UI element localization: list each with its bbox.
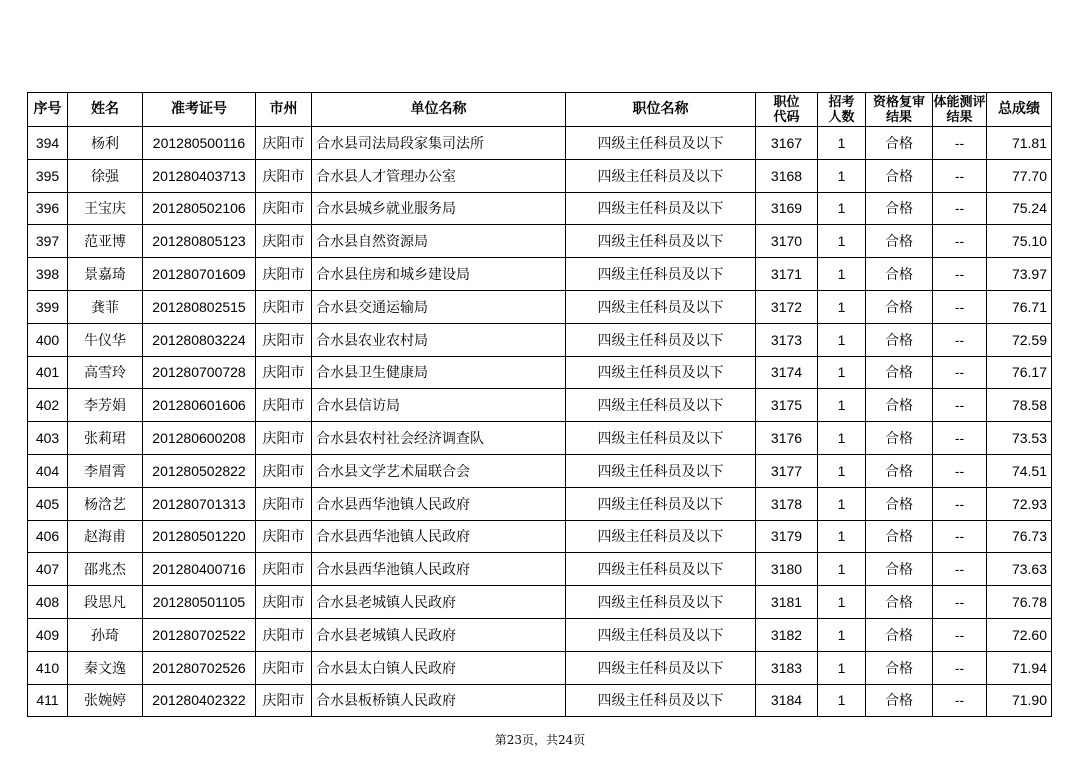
cell-fitness-result: -- (933, 323, 987, 356)
header-cell-position-code: 职位 代码 (756, 93, 818, 127)
cell-position: 四级主任科员及以下 (566, 684, 756, 717)
cell-name: 徐强 (68, 159, 143, 192)
cell-seq: 397 (28, 225, 68, 258)
cell-review-result: 合格 (866, 422, 933, 455)
cell-quota: 1 (818, 586, 866, 619)
cell-unit: 合水县卫生健康局 (312, 356, 566, 389)
cell-total-score: 76.17 (987, 356, 1052, 389)
cell-city: 庆阳市 (256, 487, 312, 520)
cell-name: 杨浛艺 (68, 487, 143, 520)
cell-position: 四级主任科员及以下 (566, 323, 756, 356)
cell-position: 四级主任科员及以下 (566, 586, 756, 619)
cell-position: 四级主任科员及以下 (566, 290, 756, 323)
cell-exam-id: 201280402322 (143, 684, 256, 717)
cell-seq: 411 (28, 684, 68, 717)
cell-fitness-result: -- (933, 487, 987, 520)
cell-position-code: 3168 (756, 159, 818, 192)
cell-total-score: 71.94 (987, 651, 1052, 684)
cell-position: 四级主任科员及以下 (566, 258, 756, 291)
table-row (28, 389, 1052, 422)
header-cell-total-score: 总成绩 (987, 93, 1052, 127)
cell-city: 庆阳市 (256, 225, 312, 258)
cell-name: 邵兆杰 (68, 553, 143, 586)
cell-name: 龚菲 (68, 290, 143, 323)
cell-review-result: 合格 (866, 323, 933, 356)
cell-city: 庆阳市 (256, 356, 312, 389)
cell-city: 庆阳市 (256, 323, 312, 356)
cell-fitness-result: -- (933, 389, 987, 422)
cell-city: 庆阳市 (256, 520, 312, 553)
cell-position: 四级主任科员及以下 (566, 356, 756, 389)
cell-unit: 合水县老城镇人民政府 (312, 618, 566, 651)
cell-position-code: 3179 (756, 520, 818, 553)
cell-unit: 合水县文学艺术届联合会 (312, 454, 566, 487)
cell-city: 庆阳市 (256, 192, 312, 225)
table-row (28, 586, 1052, 619)
cell-name: 景嘉琦 (68, 258, 143, 291)
cell-name: 杨利 (68, 127, 143, 160)
cell-fitness-result: -- (933, 651, 987, 684)
cell-unit: 合水县司法局段家集司法所 (312, 127, 566, 160)
cell-review-result: 合格 (866, 159, 933, 192)
cell-fitness-result: -- (933, 192, 987, 225)
cell-total-score: 75.10 (987, 225, 1052, 258)
cell-total-score: 73.63 (987, 553, 1052, 586)
cell-total-score: 76.71 (987, 290, 1052, 323)
table-row (28, 651, 1052, 684)
cell-position: 四级主任科员及以下 (566, 389, 756, 422)
cell-position: 四级主任科员及以下 (566, 520, 756, 553)
cell-unit: 合水县板桥镇人民政府 (312, 684, 566, 717)
cell-fitness-result: -- (933, 586, 987, 619)
cell-review-result: 合格 (866, 520, 933, 553)
cell-position-code: 3176 (756, 422, 818, 455)
cell-position: 四级主任科员及以下 (566, 618, 756, 651)
cell-exam-id: 201280700728 (143, 356, 256, 389)
header-cell-fitness-result: 体能测评 结果 (933, 94, 986, 125)
cell-position: 四级主任科员及以下 (566, 422, 756, 455)
cell-name: 高雪玲 (68, 356, 143, 389)
cell-exam-id: 201280501220 (143, 520, 256, 553)
cell-quota: 1 (818, 225, 866, 258)
cell-seq: 407 (28, 553, 68, 586)
cell-review-result: 合格 (866, 290, 933, 323)
cell-name: 范亚博 (68, 225, 143, 258)
cell-name: 牛仪华 (68, 323, 143, 356)
cell-exam-id: 201280803224 (143, 323, 256, 356)
cell-position-code: 3175 (756, 389, 818, 422)
cell-review-result: 合格 (866, 258, 933, 291)
page-footer: 第23页，共24页 (494, 733, 586, 747)
cell-quota: 1 (818, 356, 866, 389)
cell-city: 庆阳市 (256, 586, 312, 619)
cell-unit: 合水县农村社会经济调查队 (312, 422, 566, 455)
cell-name: 秦文逸 (68, 651, 143, 684)
cell-position-code: 3167 (756, 127, 818, 160)
cell-city: 庆阳市 (256, 651, 312, 684)
cell-quota: 1 (818, 553, 866, 586)
cell-position-code: 3169 (756, 192, 818, 225)
table-row (28, 127, 1052, 160)
cell-name: 孙琦 (68, 618, 143, 651)
cell-exam-id: 201280601606 (143, 389, 256, 422)
cell-fitness-result: -- (933, 684, 987, 717)
cell-total-score: 72.59 (987, 323, 1052, 356)
cell-seq: 406 (28, 520, 68, 553)
cell-position-code: 3178 (756, 487, 818, 520)
cell-seq: 403 (28, 422, 68, 455)
header-cell-position: 职位名称 (566, 93, 756, 127)
header-cell-unit: 单位名称 (312, 93, 566, 127)
cell-quota: 1 (818, 258, 866, 291)
cell-city: 庆阳市 (256, 389, 312, 422)
cell-unit: 合水县太白镇人民政府 (312, 651, 566, 684)
cell-exam-id: 201280802515 (143, 290, 256, 323)
cell-seq: 409 (28, 618, 68, 651)
cell-quota: 1 (818, 192, 866, 225)
cell-position-code: 3181 (756, 586, 818, 619)
cell-city: 庆阳市 (256, 127, 312, 160)
table-row (28, 290, 1052, 323)
cell-fitness-result: -- (933, 127, 987, 160)
cell-unit: 合水县信访局 (312, 389, 566, 422)
cell-unit: 合水县住房和城乡建设局 (312, 258, 566, 291)
cell-city: 庆阳市 (256, 159, 312, 192)
cell-position-code: 3170 (756, 225, 818, 258)
cell-unit: 合水县西华池镇人民政府 (312, 487, 566, 520)
cell-fitness-result: -- (933, 520, 987, 553)
cell-seq: 408 (28, 586, 68, 619)
cell-name: 赵海甫 (68, 520, 143, 553)
table-row (28, 454, 1052, 487)
cell-review-result: 合格 (866, 356, 933, 389)
cell-exam-id: 201280500116 (143, 127, 256, 160)
cell-total-score: 75.24 (987, 192, 1052, 225)
cell-seq: 405 (28, 487, 68, 520)
cell-exam-id: 201280805123 (143, 225, 256, 258)
cell-quota: 1 (818, 159, 866, 192)
cell-city: 庆阳市 (256, 454, 312, 487)
cell-seq: 402 (28, 389, 68, 422)
cell-exam-id: 201280702522 (143, 618, 256, 651)
cell-position: 四级主任科员及以下 (566, 553, 756, 586)
table-row (28, 487, 1052, 520)
cell-seq: 410 (28, 651, 68, 684)
cell-unit: 合水县人才管理办公室 (312, 159, 566, 192)
cell-fitness-result: -- (933, 454, 987, 487)
header-cell-exam-id: 准考证号 (143, 93, 256, 127)
cell-position-code: 3182 (756, 618, 818, 651)
cell-fitness-result: -- (933, 225, 987, 258)
cell-review-result: 合格 (866, 553, 933, 586)
table-row (28, 356, 1052, 389)
cell-position-code: 3184 (756, 684, 818, 717)
table-row (28, 422, 1052, 455)
cell-quota: 1 (818, 651, 866, 684)
cell-total-score: 73.53 (987, 422, 1052, 455)
table-row (28, 225, 1052, 258)
header-cell-quota: 招考 人数 (818, 93, 866, 127)
cell-review-result: 合格 (866, 454, 933, 487)
cell-total-score: 71.90 (987, 684, 1052, 717)
cell-exam-id: 201280403713 (143, 159, 256, 192)
cell-position-code: 3172 (756, 290, 818, 323)
cell-name: 张婉婷 (68, 684, 143, 717)
cell-name: 王宝庆 (68, 192, 143, 225)
cell-total-score: 78.58 (987, 389, 1052, 422)
cell-quota: 1 (818, 520, 866, 553)
cell-position: 四级主任科员及以下 (566, 487, 756, 520)
table-row (28, 258, 1052, 291)
cell-seq: 401 (28, 356, 68, 389)
cell-fitness-result: -- (933, 290, 987, 323)
cell-exam-id: 201280502822 (143, 454, 256, 487)
table-row (28, 520, 1052, 553)
cell-total-score: 72.93 (987, 487, 1052, 520)
cell-city: 庆阳市 (256, 258, 312, 291)
cell-review-result: 合格 (866, 684, 933, 717)
header-cell-name: 姓名 (68, 93, 143, 127)
cell-fitness-result: -- (933, 356, 987, 389)
header-cell-review-result: 资格复审 结果 (866, 93, 933, 127)
cell-seq: 396 (28, 192, 68, 225)
cell-total-score: 76.73 (987, 520, 1052, 553)
cell-position: 四级主任科员及以下 (566, 651, 756, 684)
header-cell-city: 市州 (256, 93, 312, 127)
cell-city: 庆阳市 (256, 618, 312, 651)
cell-review-result: 合格 (866, 225, 933, 258)
cell-position: 四级主任科员及以下 (566, 454, 756, 487)
cell-unit: 合水县西华池镇人民政府 (312, 553, 566, 586)
cell-fitness-result: -- (933, 618, 987, 651)
cell-total-score: 72.60 (987, 618, 1052, 651)
cell-name: 李眉霄 (68, 454, 143, 487)
cell-position-code: 3183 (756, 651, 818, 684)
table-row (28, 159, 1052, 192)
cell-unit: 合水县交通运输局 (312, 290, 566, 323)
cell-seq: 399 (28, 290, 68, 323)
cell-name: 李芳娟 (68, 389, 143, 422)
cell-position: 四级主任科员及以下 (566, 159, 756, 192)
cell-city: 庆阳市 (256, 290, 312, 323)
results-table (27, 92, 1052, 717)
cell-position: 四级主任科员及以下 (566, 127, 756, 160)
cell-unit: 合水县农业农村局 (312, 323, 566, 356)
cell-exam-id: 201280702526 (143, 651, 256, 684)
cell-review-result: 合格 (866, 127, 933, 160)
cell-fitness-result: -- (933, 553, 987, 586)
cell-quota: 1 (818, 323, 866, 356)
cell-unit: 合水县自然资源局 (312, 225, 566, 258)
cell-total-score: 73.97 (987, 258, 1052, 291)
cell-position: 四级主任科员及以下 (566, 192, 756, 225)
cell-review-result: 合格 (866, 618, 933, 651)
cell-quota: 1 (818, 454, 866, 487)
cell-exam-id: 201280400716 (143, 553, 256, 586)
cell-quota: 1 (818, 422, 866, 455)
cell-name: 段思凡 (68, 586, 143, 619)
cell-seq: 394 (28, 127, 68, 160)
table-row (28, 553, 1052, 586)
cell-name: 张莉珺 (68, 422, 143, 455)
cell-review-result: 合格 (866, 487, 933, 520)
cell-review-result: 合格 (866, 586, 933, 619)
cell-city: 庆阳市 (256, 684, 312, 717)
cell-review-result: 合格 (866, 651, 933, 684)
cell-exam-id: 201280502106 (143, 192, 256, 225)
cell-city: 庆阳市 (256, 422, 312, 455)
table-row (28, 618, 1052, 651)
cell-exam-id: 201280701609 (143, 258, 256, 291)
cell-seq: 400 (28, 323, 68, 356)
cell-position-code: 3171 (756, 258, 818, 291)
cell-quota: 1 (818, 684, 866, 717)
cell-seq: 404 (28, 454, 68, 487)
cell-unit: 合水县西华池镇人民政府 (312, 520, 566, 553)
cell-unit: 合水县老城镇人民政府 (312, 586, 566, 619)
cell-exam-id: 201280600208 (143, 422, 256, 455)
table-row (28, 323, 1052, 356)
cell-exam-id: 201280501105 (143, 586, 256, 619)
cell-exam-id: 201280701313 (143, 487, 256, 520)
cell-position-code: 3173 (756, 323, 818, 356)
cell-total-score: 76.78 (987, 586, 1052, 619)
cell-total-score: 74.51 (987, 454, 1052, 487)
table-header-row (28, 93, 1052, 127)
cell-position-code: 3174 (756, 356, 818, 389)
cell-review-result: 合格 (866, 192, 933, 225)
cell-seq: 395 (28, 159, 68, 192)
cell-position-code: 3177 (756, 454, 818, 487)
table-row (28, 684, 1052, 717)
header-cell-seq: 序号 (28, 93, 68, 127)
cell-position: 四级主任科员及以下 (566, 225, 756, 258)
cell-city: 庆阳市 (256, 553, 312, 586)
cell-seq: 398 (28, 258, 68, 291)
cell-quota: 1 (818, 487, 866, 520)
cell-total-score: 77.70 (987, 159, 1052, 192)
cell-quota: 1 (818, 389, 866, 422)
cell-quota: 1 (818, 290, 866, 323)
cell-fitness-result: -- (933, 422, 987, 455)
table-row (28, 192, 1052, 225)
cell-total-score: 71.81 (987, 127, 1052, 160)
cell-quota: 1 (818, 618, 866, 651)
cell-unit: 合水县城乡就业服务局 (312, 192, 566, 225)
cell-quota: 1 (818, 127, 866, 160)
cell-fitness-result: -- (933, 159, 987, 192)
cell-review-result: 合格 (866, 389, 933, 422)
cell-position-code: 3180 (756, 553, 818, 586)
cell-fitness-result: -- (933, 258, 987, 291)
